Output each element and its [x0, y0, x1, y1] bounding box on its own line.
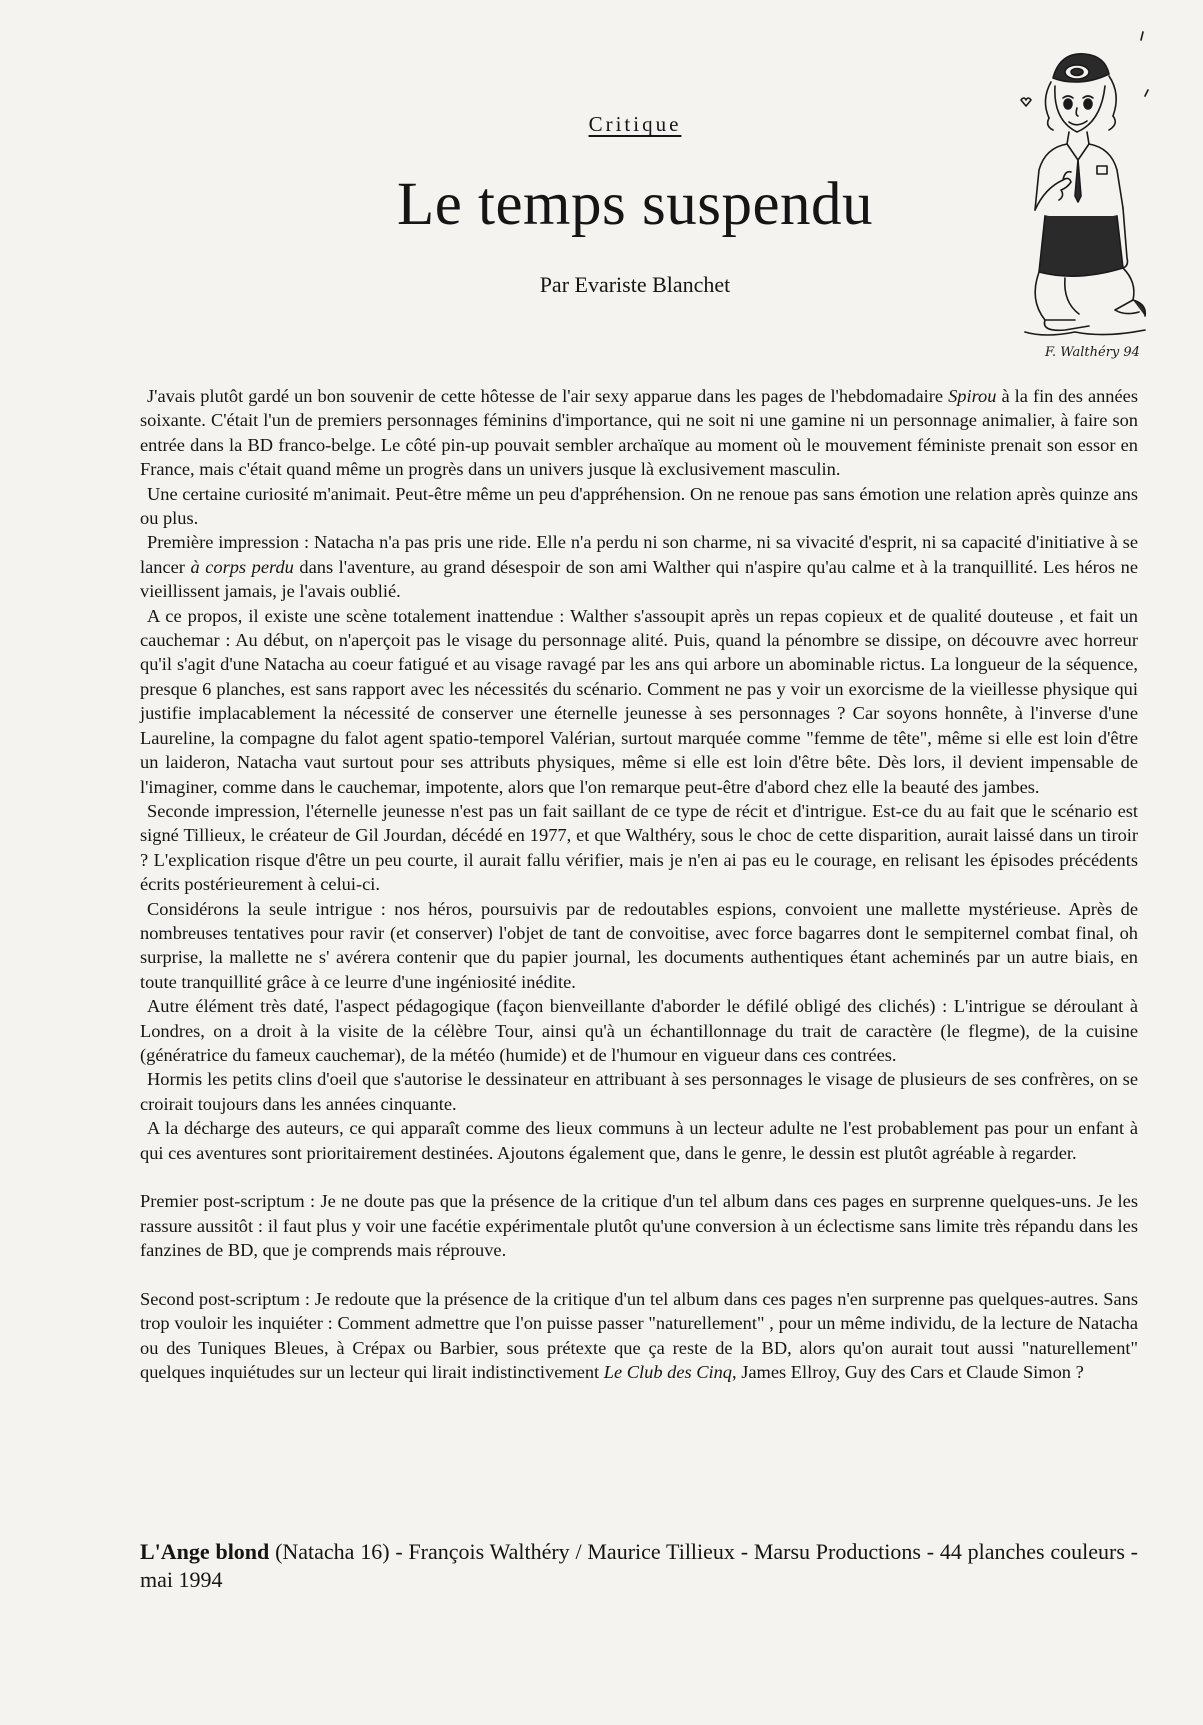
paragraph-2: Une certaine curiosité m'animait. Peut-être même un peu d'appréhension. On ne renoue pas sans émotion une relation après quinze ans ou plus.	[140, 483, 1138, 529]
article-body	[140, 384, 1138, 1385]
section-label: Critique	[588, 112, 682, 136]
album-title: L'Ange blond	[140, 1539, 270, 1564]
byline: Par Evariste Blanchet	[539, 272, 731, 297]
paragraph-9: A la décharge des auteurs, ce qui apparaît comme des lieux communs à un lecteur adulte ne l'est probablement pas pour un enfant à qui ces aventures sont prioritairement destinées. Ajoutons également que, dans le genre, le dessin est plutôt agréable à regarder.	[140, 1118, 1138, 1163]
paragraph-8: Hormis les petits clins d'oeil que s'autorise le dessinateur en attribuant à ses personnages le visage de plusieurs de ses confrères, on se croirait toujours dans les années cinquante.	[140, 1069, 1138, 1114]
album-details: (Natacha 16) - François Walthéry / Maurice Tillieux - Marsu Productions - 44 planches couleurs - mai 1994	[140, 1539, 1138, 1592]
illustration-signature: F. Walthéry 94	[1045, 345, 1140, 360]
natacha-illustration	[1005, 20, 1155, 370]
postscript-2: Second post-scriptum : Je redoute que la présence de la critique d'un tel album dans ces pages n'en surprenne pas quelques-autres. Sans trop vouloir les inquiéter : Comment admettre que l'on puisse passer "naturellement" , pour un même individu, de la lecture de Natacha ou des Tuniques Bleues, à Crépax ou Barbier, sous prétexte que ça reste de la BD, alors qu'on aurait tout aussi "naturellement" quelques inquiétudes sur un lecteur qui lirait indistinctivement Le Club des Cinq, James Ellroy, Guy des Cars et Claude Simon ?	[140, 1289, 1138, 1383]
article-title: Le temps suspendu	[396, 171, 874, 238]
paragraph-6: Considérons la seule intrigue : nos héros, poursuivis par de redoutables espions, convoient une mallette mystérieuse. Après de nombreuses tentatives pour ravir (et conserver) l'objet de tant de convoitise, avec force bagarres dont le sempiternel combat final, oh surprise, la mallette ne s' avérera contenir que du papier journal, les documents authentiques étant acheminés par un autre biais, en toute tranquillité grâce à ce leurre d'une ingéniosité inédite.	[140, 898, 1138, 992]
paragraph-4: A ce propos, il existe une scène totalement inattendue : Walther s'assoupit après un repas copieux et de qualité douteuse , et fait un cauchemar : Au début, on n'aperçoit pas le visage du personnage alité. Puis, quand la pénombre se dissipe, on découvre avec horreur qu'il s'agit d'une Natacha au coeur fatigué et au visage ravagé par les ans qui arbore un abominable rictus. La longueur de la séquence, presque 6 planches, est sans rapport avec les nécessités du scénario. Comment ne pas y voir un exorcisme de la vieillesse physique qui justifie implacablement la nécessité de conserver une éternelle jeunesse à ses personnages ? Car soyons honnête, à l'inverse d'une Laureline, la compagne du falot agent spatio-temporel Valérian, surtout marquée comme "femme de tête", même si elle est loin d'être un laideron, Natacha vaut surtout pour ses attributs physiques, même si elle est loin d'être bête. Dès lors, il devient impensable de l'imaginer, comme dans le cauchemar, impotente, alors que l'on remarque peut-être d'abord chez elle la beauté des jambes.	[140, 605, 1138, 797]
postscript-1: Premier post-scriptum : Je ne doute pas que la présence de la critique d'un tel album dans ces pages en surprenne quelques-uns. Je les rassure aussitôt : il faut plus y voir une facétie expérimentale plutôt qu'une conversion à un éclectisme sans limite très répandu dans les fanzines de BD, que je comprends mais réprouve.	[140, 1191, 1138, 1261]
album-reference	[140, 1538, 1138, 1594]
paragraph-1: J'avais plutôt gardé un bon souvenir de cette hôtesse de l'air sexy apparue dans les pages de l'hebdomadaire Spirou à la fin des années soixante. C'était l'un de premiers personnages féminins d'importance, qui ne soit ni une gamine ni un personnage animalier, à faire son entrée dans la BD franco-belge. Le côté pin-up pouvait sembler archaïque au moment où le mouvement féministe prenait son essor en France, mais c'était quand même un progrès dans un univers jusque là exclusivement masculin.	[140, 386, 1138, 480]
paragraph-5: Seconde impression, l'éternelle jeunesse n'est pas un fait saillant de ce type de récit et d'intrigue. Est-ce du au fait que le scénario est signé Tillieux, le créateur de Gil Jourdan, décédé en 1977, et que Walthéry, sous le choc de cette disparition, aurait laissé dans un tiroir ? L'explication risque d'être un peu courte, il aurait fallu vérifier, mais je n'en ai pas eu le courage, en relisant les épisodes précédents écrits postérieurement à celui-ci.	[140, 800, 1138, 895]
paragraph-7: Autre élément très daté, l'aspect pédagogique (façon bienveillante d'aborder le défilé obligé des clichés) : L'intrigue se déroulant à Londres, on a droit à la visite de la célèbre Tour, ainsi qu'à un échantillonnage du trait de caractère (le flegme), de la cuisine (génératrice du fameux cauchemar), de la météo (humide) et de l'humour en vigueur dans ces contrées.	[140, 996, 1138, 1065]
paragraph-3: Première impression : Natacha n'a pas pris une ride. Elle n'a perdu ni son charme, ni sa vivacité d'esprit, ni sa capacité d'initiative à se lancer à corps perdu dans l'aventure, au grand désespoir de son ami Walther qui n'aspire qu'au calme et à la tranquillité. Les héros ne vieillissent jamais, je l'avais oublié.	[140, 532, 1138, 602]
